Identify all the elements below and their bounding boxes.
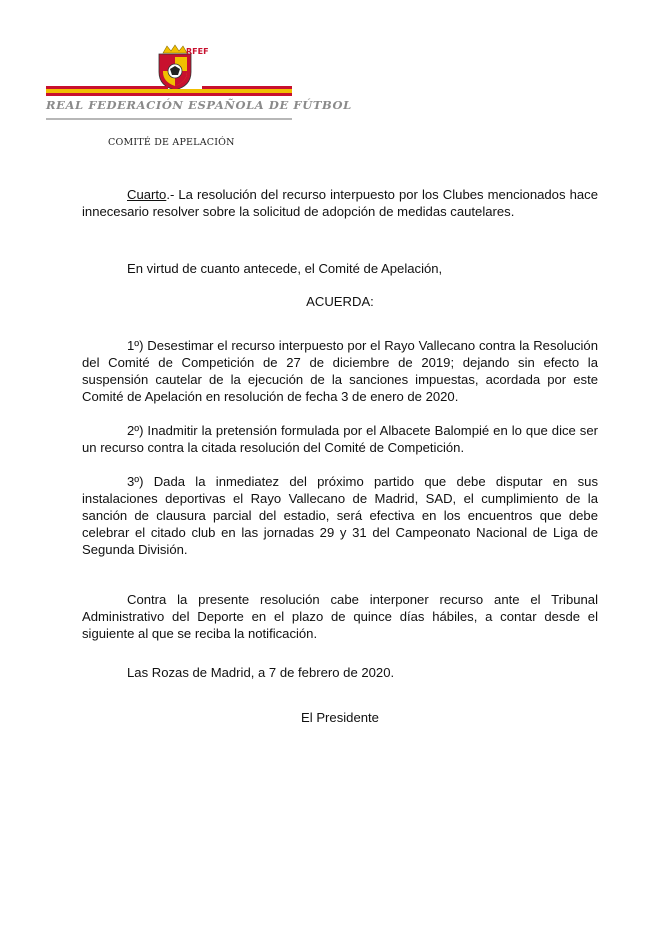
agreement-item-2: 2º) Inadmitir la pretensión formulada por el Albacete Balompié en lo que dice ser un recurso contra la citada resolución del Comité de Competición. [82,423,598,455]
agreement-item-1: 1º) Desestimar el recurso interpuesto por el Rayo Vallecano contra la Resolución del Comité de Competición de 27 de diciembre de 2019; dejando sin efecto la suspensión cautelar de la ejecución de la sanciones impuestas, acordada por este Comité de Apelación en resolución de fecha 3 de enero de 2020. [82,338,598,404]
federation-name: REAL FEDERACIÓN ESPAÑOLA DE FÚTBOL [46,98,352,112]
place-date: Las Rozas de Madrid, a 7 de febrero de 2020. [127,665,395,680]
signature-title: El Presidente [301,710,379,725]
crest-letters: RFEF [186,47,209,56]
rfef-logo [46,40,352,130]
agreement-item-3: 3º) Dada la inmediatez del próximo partido que debe disputar en sus instalaciones deportivas el Rayo Vallecano de Madrid, SAD, el cumplimiento de la sanción de clausura parcial del estadio, será efectiva en los encuentros que debe celebrar el citado club en las jornadas 29 y 31 del Campeonato Nacional de Liga de Segunda División. [82,474,598,557]
committee-name: COMITÉ DE APELACIÓN [108,137,235,148]
logo-divider [46,118,292,120]
rfef-crest-icon [149,44,209,92]
resolution-body [82,186,598,726]
paragraph-cuarto [82,186,598,220]
cuarto-text: .- La resolución del recurso interpuesto por los Clubes mencionados hace innecesario resolver sobre la solicitud de adopción de medidas cautelares. [82,187,598,219]
acuerda-heading: ACUERDA: [306,294,374,309]
flag-stripe-red [46,93,292,96]
paragraph-intro: En virtud de cuanto antecede, el Comité de Apelación, [127,261,443,276]
paragraph-appeal: Contra la presente resolución cabe interponer recurso ante el Tribunal Administrativo del Deporte en el plazo de quince días hábiles, a contar desde el siguiente al que se reciba la notificación. [82,592,598,641]
cuarto-label: Cuarto [127,187,167,202]
